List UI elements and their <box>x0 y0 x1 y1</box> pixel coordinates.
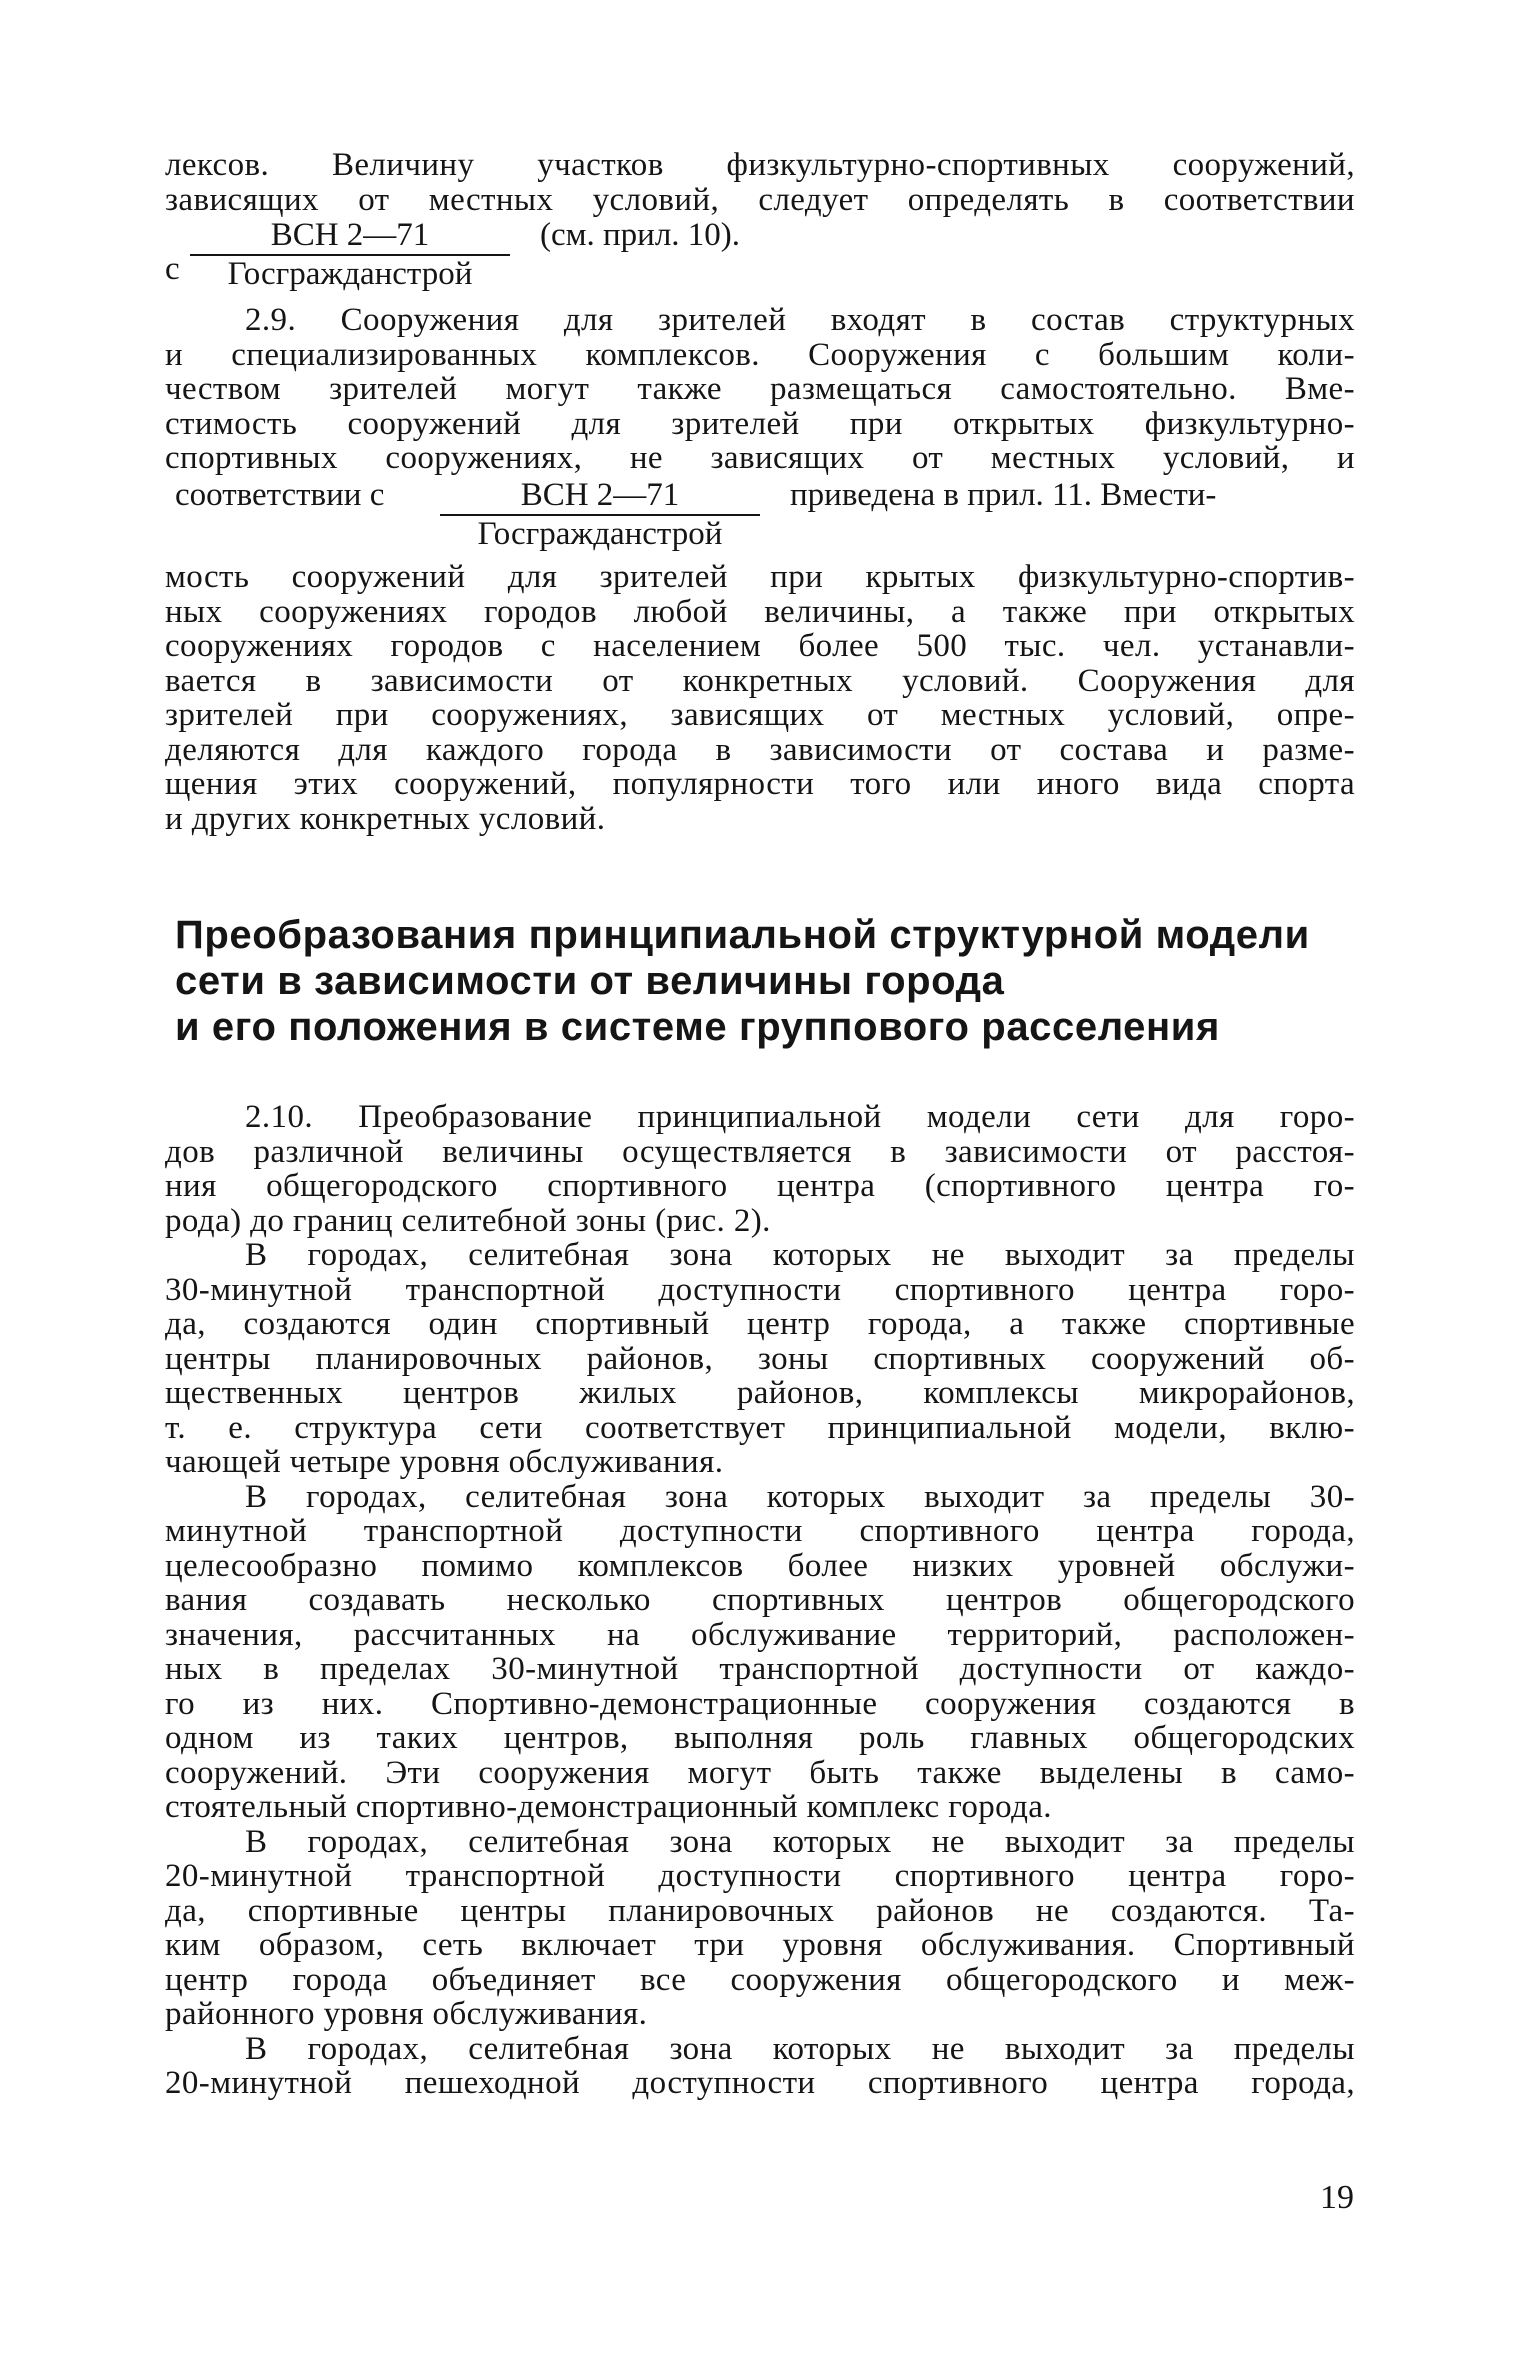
paragraph-2-9 <box>165 303 1355 476</box>
text-line: стимость сооружений для зрителей при открытых физкультурно- <box>165 405 1355 442</box>
section-heading <box>175 912 1355 1050</box>
text-line: В городах, селитебная зона которых не выходит за пределы <box>245 1823 1355 1860</box>
text-line: зрителей при сооружениях, зависящих от местных условий, опре- <box>165 697 1355 733</box>
reference-suffix: приведена в прил. 11. Вмести- <box>790 477 1217 513</box>
text-line: и других конкретных условий. <box>165 800 606 837</box>
text-line: т. е. структура сети соответствует принципиальной модели, вклю- <box>165 1409 1355 1446</box>
heading-line: и его положения в системе группового расселения <box>175 1005 1220 1049</box>
text-line: дов различной величины осуществляется в зависимости от расстоя- <box>165 1133 1355 1170</box>
text-line: В городах, селитебная зона которых не выходит за пределы <box>245 2030 1355 2067</box>
fraction-denominator: Госгражданстрой <box>227 255 473 292</box>
reference-suffix: (см. прил. 10). <box>540 217 741 253</box>
text-line: сооружениях городов с населением более 500 тыс. чел. устанавли- <box>165 628 1355 664</box>
page-number: 19 <box>1320 2179 1354 2216</box>
reference-prefix: с <box>165 251 180 287</box>
paragraph-2-9-continued <box>165 560 1355 836</box>
text-line: сооружений. Эти сооружения могут быть также выделены в само- <box>165 1754 1355 1791</box>
text-line: и специализированных комплексов. Сооружения с большим коли- <box>165 336 1355 373</box>
text-line: вания создавать несколько спортивных центров общегородского <box>165 1582 1355 1618</box>
fraction-numerator: ВСН 2—71 <box>440 478 760 516</box>
text-line: ким образом, сеть включает три уровня обслуживания. Спортивный <box>165 1927 1355 1963</box>
text-line: одном из таких центров, выполняя роль главных общегородских <box>165 1720 1355 1756</box>
text-line: 20-минутной транспортной доступности спортивного центра горо- <box>165 1858 1355 1894</box>
text-line: лексов. Величину участков физкультурно-спортивных сооружений, <box>165 147 1355 183</box>
reference-prefix: соответствии с <box>175 477 385 513</box>
text-line: щественных центров жилых районов, комплексы микрорайонов, <box>165 1375 1355 1411</box>
text-line: чающей четыре уровня обслуживания. <box>165 1444 724 1480</box>
text-line: деляются для каждого города в зависимости от состава и разме- <box>165 731 1355 768</box>
text-line: В городах, селитебная зона которых выходит за пределы 30- <box>245 1478 1355 1515</box>
fraction-numerator: ВСН 2—71 <box>190 218 510 256</box>
paragraph-continuation-top <box>165 148 1355 217</box>
text-line: центр города объединяет все сооружения общегородского и меж- <box>165 1961 1355 1998</box>
fraction-denominator: Госгражданстрой <box>477 515 723 552</box>
heading-line: Преобразования принципиальной структурной модели <box>175 913 1310 957</box>
text-line: целесообразно помимо комплексов более низких уровней обслужи- <box>165 1547 1355 1584</box>
text-line: В городах, селитебная зона которых не выходит за пределы <box>245 1237 1355 1273</box>
fraction <box>190 218 510 291</box>
text-line: зависящих от местных условий, следует определять в соответствии <box>165 181 1355 218</box>
text-line: го из них. Спортивно-демонстрационные сооружения создаются в <box>165 1685 1355 1722</box>
text-line: вается в зависимости от конкретных условий. Сооружения для <box>165 662 1355 699</box>
text-line: 2.9. Сооружения для зрителей входят в состав структурных <box>245 302 1355 338</box>
text-line: 30-минутной транспортной доступности спортивного центра горо- <box>165 1271 1355 1308</box>
text-line: да, спортивные центры планировочных районов не создаются. Та- <box>165 1892 1355 1929</box>
text-line: щения этих сооружений, популярности того или иного вида спорта <box>165 766 1355 802</box>
text-line: ных в пределах 30-минутной транспортной доступности от каждо- <box>165 1651 1355 1687</box>
text-line: минутной транспортной доступности спортивного центра города, <box>165 1513 1355 1549</box>
text-line: районного уровня обслуживания. <box>165 1996 648 2032</box>
text-line: чеством зрителей могут также размещаться самостоятельно. Вме- <box>165 371 1355 407</box>
text-line: рода) до границ селитебной зоны (рис. 2). <box>165 1202 771 1239</box>
text-line: да, создаются один спортивный центр города, а также спортивные <box>165 1306 1355 1342</box>
text-line: спортивных сооружениях, не зависящих от местных условий, и <box>165 440 1355 476</box>
text-line: мость сооружений для зрителей при крытых физкультурно-спортив- <box>165 559 1355 595</box>
heading-line: сети в зависимости от величины города <box>175 959 1005 1003</box>
text-line: 2.10. Преобразование принципиальной модели сети для горо- <box>245 1099 1355 1135</box>
text-line: значения, рассчитанных на обслуживание территорий, расположен- <box>165 1616 1355 1653</box>
text-line: ных сооружениях городов любой величины, а также при открытых <box>165 593 1355 630</box>
text-line: 20-минутной пешеходной доступности спортивного центра города, <box>165 2065 1355 2101</box>
paragraph-2-10 <box>165 1100 1355 2101</box>
text-line: стоятельный спортивно-демонстрационный комплекс города. <box>165 1789 1052 1825</box>
text-line: ния общегородского спортивного центра (спортивного центра го- <box>165 1168 1355 1204</box>
text-line: центры планировочных районов, зоны спортивных сооружений об- <box>165 1340 1355 1377</box>
fraction <box>440 478 760 551</box>
